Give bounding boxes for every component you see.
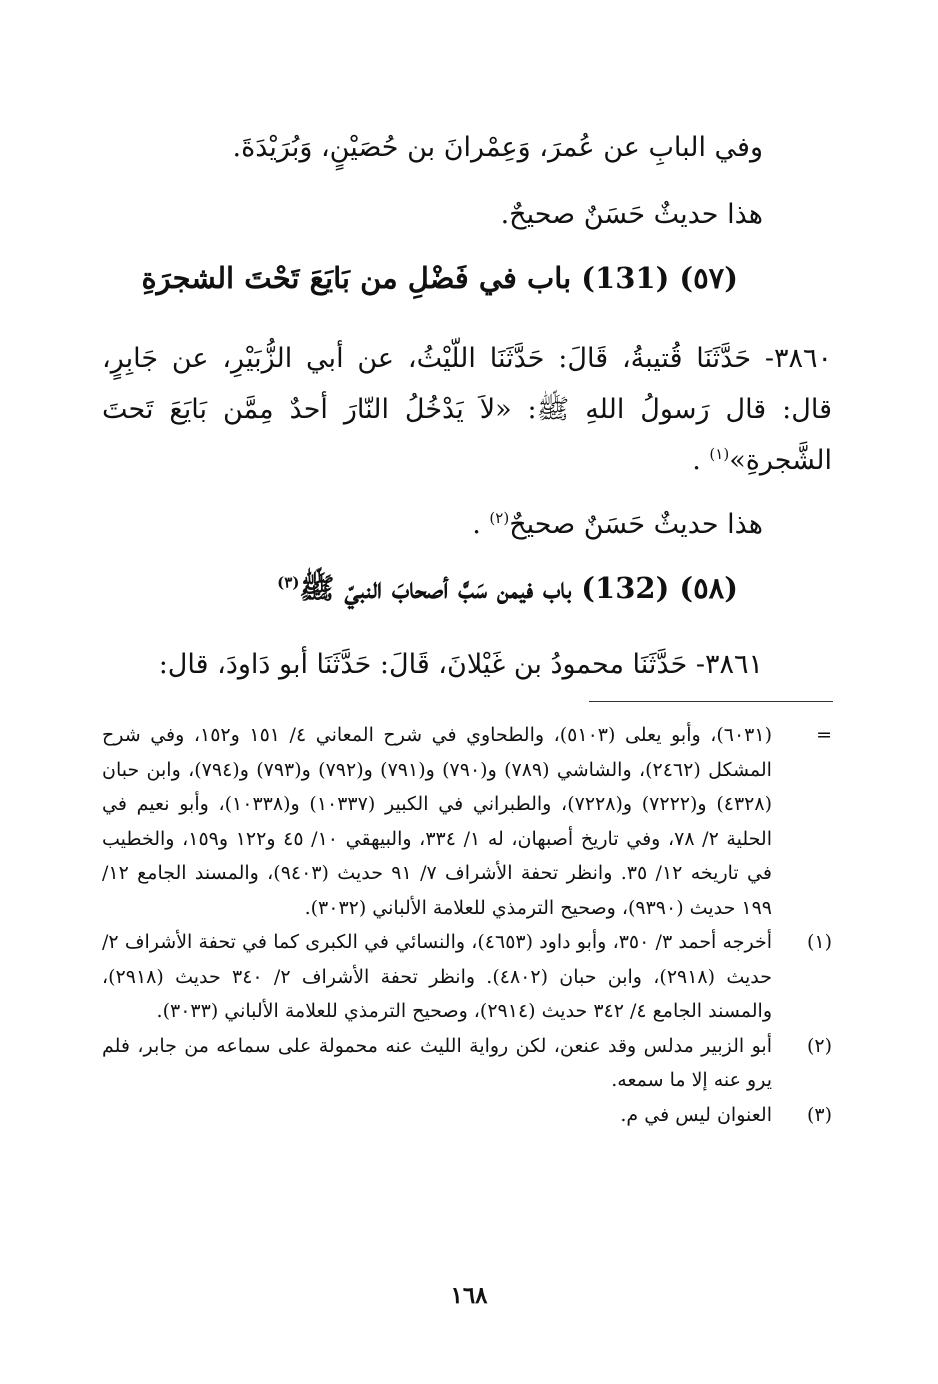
footnote-text: أخرجه أحمد ٣/ ٣٥٠، وأبو داود (٤٦٥٣)، والنسائي في الكبرى كما في تحفة الأشراف ٢/حديث (٢٩١٨)، وابن حبان (٤٨٠٢). وانظر تحفة الأشراف ٢/ ٣٤٠ حديث (٢٩١٨)، والمسند الجامع ٤/ ٣٤٢ حديث (٢٩١٤)، وصحيح الترمذي للعلامة الألباني (٣٠٣٣). bbox=[102, 931, 772, 1022]
hadith-3860-end: . bbox=[692, 445, 710, 476]
chapter-heading-132-text: (٥٨) (132) باب فيمن سَبَّ أصحابَ النبيّ ﷺ bbox=[299, 571, 738, 605]
footnote-2 bbox=[102, 1029, 832, 1098]
grading-line-2 bbox=[103, 505, 763, 545]
footnote-marker: (٣) bbox=[806, 1103, 832, 1126]
grading-end: . bbox=[472, 509, 490, 540]
footnote-1 bbox=[102, 925, 832, 1029]
footnotes-section bbox=[102, 718, 832, 1132]
grading-text: هذا حديثٌ حَسَنٌ صحيحٌ bbox=[509, 509, 763, 540]
footnote-text: (٦٠٣١)، وأبو يعلى (٥١٠٣)، والطحاوي في شرح المعاني ٤/ ١٥١ و١٥٢، وفي شرح المشكل (٢٤٦٢)، والشاشي (٧٨٩) و(٧٩٠) و(٧٩١) و(٧٩٢) و(٧٩٣) و(٧٩٤)، وابن حبان (٤٣٢٨) و(٧٢٢٢) و(٧٢٢٨)، والطبراني في الكبير (١٠٣٣٧) و(١٠٣٣٨)، وأبو نعيم في الحلية ٢/ ٧٨، وفي تاريخ أصبهان، له ١/ ٣٣٤، والبيهقي ١٠/ ٤٥ و١٢٢ و١٥٩، والخطيب في تاريخه ١٢/ ٣٥. وانظر تحفة الأشراف ٧/ ٩١ حديث (٩٤٠٣)، والمسند الجامع ١٢/ ١٩٩ حديث (٩٣٩٠)، وصحيح الترمذي للعلامة الألباني (٣٠٣٢). bbox=[102, 724, 772, 919]
footnote-marker: (١) bbox=[806, 931, 832, 953]
footnote-continuation bbox=[102, 718, 832, 925]
footnote-marker: (٢) bbox=[806, 1034, 832, 1057]
footnote-ref-2: (٢) bbox=[489, 509, 510, 527]
footnote-text: العنوان ليس في م. bbox=[620, 1103, 772, 1126]
grading-line: هذا حديثٌ حَسَنٌ صحيحٌ. bbox=[500, 199, 763, 230]
hadith-3860-text: ٣٨٦٠- حَدَّثَنَا قُتيبةُ، قَالَ: حَدَّثَنَا اللّيْثُ، عن أبي الزُّبَيْرِ، عن جَابِرٍ، قال: قال رَسولُ اللهِ ﷺ: «لاَ يَدْخُلُ النّارَ أحدٌ مِمَّن بَايَعَ تَحتَ الشَّجرةِ» bbox=[102, 343, 832, 476]
chapter-heading-132 bbox=[118, 566, 738, 610]
footnote-divider bbox=[589, 701, 833, 702]
footnote-3 bbox=[102, 1098, 832, 1133]
hadith-3860 bbox=[102, 333, 832, 486]
body-line-bab-companions: وفي البابِ عن عُمرَ، وَعِمْرانَ بن حُصَيْنٍ، وَبُرَيْدَةَ. bbox=[232, 132, 763, 163]
footnote-ref-1: (١) bbox=[709, 445, 730, 463]
footnote-text: أبو الزبير مدلس وقد عنعن، لكن رواية الليث عنه محمولة على سماعه من جابر، فلم يرو عنه إلا ما سمعه. bbox=[102, 1034, 772, 1091]
footnote-ref-3: (٣) bbox=[277, 573, 300, 592]
chapter-heading-131: (٥٧) (131) باب في فَضْلِ من بَايَعَ تَحْتَ الشجرَةِ bbox=[141, 261, 738, 295]
page-number: ١٦٨ bbox=[450, 1282, 488, 1309]
footnote-marker: = bbox=[816, 724, 832, 746]
hadith-3861: ٣٨٦١- حَدَّثَنَا محمودُ بن غَيْلانَ، قَالَ: حَدَّثَنَا أبو دَاودَ، قال: bbox=[158, 649, 763, 680]
